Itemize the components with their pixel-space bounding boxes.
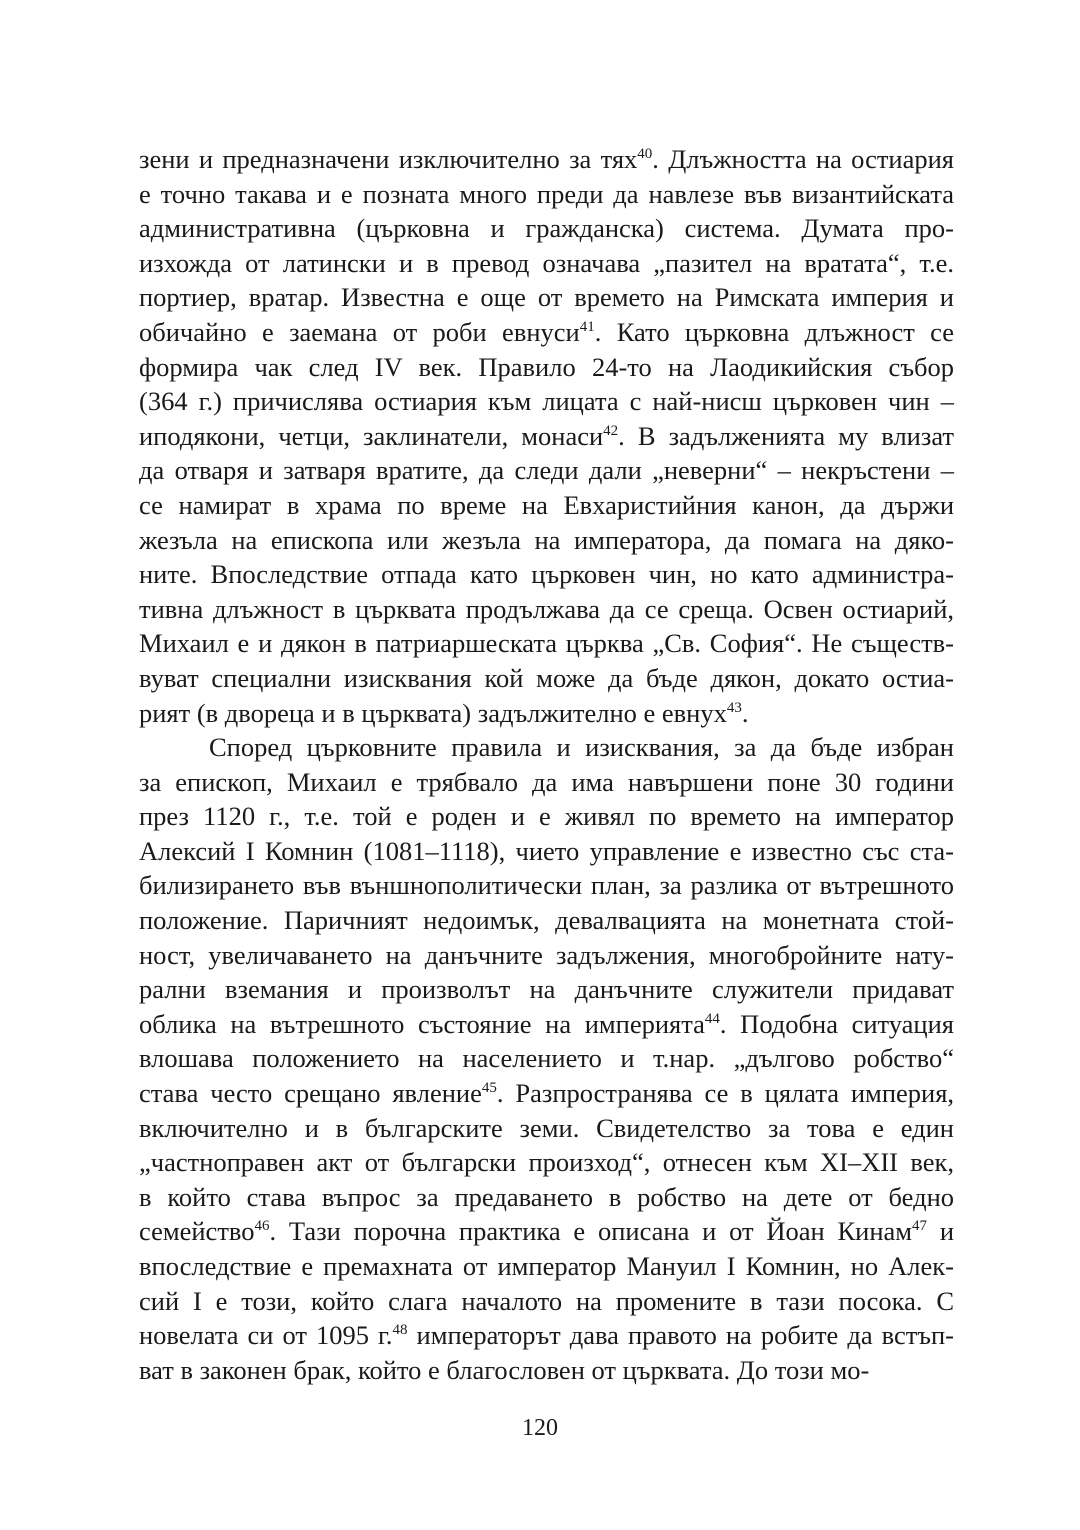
text-segment: ност, увеличаването на данъчните задължения, многобройните нату- xyxy=(139,939,954,970)
text-segment: сий I е този, който слага началото на промените в тази посока. С xyxy=(139,1285,954,1316)
text-segment: императорът дава правото на робите да встъп- xyxy=(407,1320,954,1351)
text-segment: за епископ, Михаил е трябвало да има навършени поне 30 години xyxy=(139,766,954,797)
text-line xyxy=(139,1145,954,1180)
footnote-ref: 41 xyxy=(579,318,595,335)
text-segment: зени и предназначени изключително за тях xyxy=(139,144,638,174)
text-segment: Според църковните правила и изисквания, за да бъде избран xyxy=(209,732,954,763)
text-segment: е точно такава и е позната много преди да навлезе във византийската xyxy=(139,178,954,209)
text-line xyxy=(139,384,954,419)
text-segment: впоследствие е премахната от император Мануил I Комнин, но Алек- xyxy=(139,1251,954,1281)
text-segment: семейство xyxy=(139,1216,255,1247)
text-segment: ните. Впоследствие отпада като църковен чин, но като администра- xyxy=(139,559,954,590)
text-line xyxy=(139,903,954,938)
text-segment: положение. Паричният недоимък, девалвацията на монетната стой- xyxy=(139,905,954,936)
text-segment: . Подобна ситуация xyxy=(719,1008,954,1039)
text-line xyxy=(139,1041,954,1076)
text-segment: иподякони, четци, заклинатели, монаси xyxy=(139,420,604,451)
text-segment: обичайно е заемана от роби евнуси xyxy=(139,316,580,347)
text-segment: и xyxy=(927,1216,955,1247)
text-segment: вуват специални изисквания кой може да бъде дякон, докато остиа- xyxy=(139,662,954,693)
text-segment: жезъла на епископа или жезъла на императора, да помага на дяко- xyxy=(139,524,954,555)
paragraph xyxy=(139,730,954,1387)
page-number: 120 xyxy=(522,1415,558,1441)
text-line xyxy=(139,1214,954,1249)
text-line xyxy=(139,315,954,350)
text-line xyxy=(139,765,954,800)
text-line xyxy=(139,350,954,385)
text-segment: формира чак след IV век. Правило 24-то на Лаодикийския събор xyxy=(139,351,954,382)
text-line xyxy=(139,523,954,558)
text-line xyxy=(139,177,954,212)
text-segment: Алексий I Комнин (1081–1118), чието управление е известно със ста- xyxy=(139,835,954,866)
footnote-ref: 42 xyxy=(603,422,619,439)
text-line xyxy=(139,696,954,731)
text-segment: портиер, вратар. Известна е още от времето на Римската империя и xyxy=(139,282,954,313)
text-segment: билизирането във външнополитически план, за разлика от вътрешното xyxy=(139,870,954,901)
text-line xyxy=(139,661,954,696)
footnote-ref: 40 xyxy=(637,146,653,162)
text-segment: рият (в двореца и в църквата) задължително е евнух xyxy=(139,697,727,728)
text-line xyxy=(139,938,954,973)
text-segment: ват в законен брак, който е благословен от църквата. До този мо- xyxy=(139,1354,870,1385)
body-text xyxy=(139,142,954,1387)
text-segment: се намират в храма по време на Евхаристийния канон, да държи xyxy=(139,489,954,520)
text-line xyxy=(139,211,954,246)
text-segment: новелата си от 1095 г. xyxy=(139,1320,393,1351)
text-segment: включително и в българските земи. Свидетелство за това е един xyxy=(139,1112,954,1143)
text-segment: Михаил е и дякон в патриаршеската църква „Св. София“. Не съществ- xyxy=(139,628,954,659)
text-segment: изхожда от латински и в превод означава „пазител на вратата“, т.е. xyxy=(139,247,954,278)
text-segment: . В задълженията му влизат xyxy=(618,420,954,451)
text-segment: рални вземания и произволът на данъчните служители придават xyxy=(139,974,954,1005)
text-line xyxy=(139,142,954,177)
footnote-ref: 47 xyxy=(912,1218,928,1235)
text-segment: административна (църковна и гражданска) система. Думата про- xyxy=(139,213,954,244)
text-line xyxy=(139,834,954,869)
text-line xyxy=(139,730,954,765)
text-segment: . Тази порочна практика е описана и от Йоан Кинам xyxy=(269,1216,913,1247)
text-segment: влошава положението на населението и т.нар. „дългово робство“ xyxy=(139,1043,954,1074)
text-line xyxy=(139,1180,954,1215)
text-segment: . Длъжността на остиария xyxy=(652,144,954,174)
text-line xyxy=(139,488,954,523)
text-line xyxy=(139,1353,954,1388)
footnote-ref: 43 xyxy=(726,699,742,716)
text-line xyxy=(139,972,954,1007)
text-line xyxy=(139,868,954,903)
text-segment: „частноправен акт от български произход“, отнесен към XI–XII век, xyxy=(139,1147,954,1178)
text-line xyxy=(139,246,954,281)
text-segment: в който става въпрос за предаването в робство на дете от бедно xyxy=(139,1181,954,1212)
text-line xyxy=(139,419,954,454)
text-line xyxy=(139,626,954,661)
text-line xyxy=(139,1318,954,1353)
text-segment: облика на вътрешното състояние на империята xyxy=(139,1008,705,1039)
text-line xyxy=(139,1284,954,1319)
footnote-ref: 45 xyxy=(481,1080,497,1097)
text-segment: (364 г.) причислява остиария към лицата с най-нисш църковен чин – xyxy=(139,386,954,417)
footnote-ref: 46 xyxy=(254,1218,270,1235)
text-line xyxy=(139,799,954,834)
text-line xyxy=(139,280,954,315)
text-line xyxy=(139,1007,954,1042)
text-segment: става често срещано явление xyxy=(139,1078,482,1109)
text-segment: да отваря и затваря вратите, да следи дали „неверни“ – некръстени – xyxy=(139,455,954,486)
text-line xyxy=(139,592,954,627)
text-line xyxy=(139,1249,954,1284)
text-line xyxy=(139,1111,954,1146)
text-segment: през 1120 г., т.е. той е роден и е живял по времето на император xyxy=(139,801,954,832)
text-line xyxy=(139,453,954,488)
paragraph xyxy=(139,142,954,730)
footnote-ref: 44 xyxy=(704,1010,720,1027)
text-segment: тивна длъжност в църквата продължава да се среща. Освен остиарий, xyxy=(139,593,954,624)
text-segment: . Разпространява се в цялата империя, xyxy=(496,1078,955,1109)
text-segment: . Като църковна длъжност се xyxy=(594,316,954,347)
text-line xyxy=(139,1076,954,1111)
text-line xyxy=(139,557,954,592)
footnote-ref: 48 xyxy=(392,1322,408,1339)
text-segment: . xyxy=(741,697,749,728)
